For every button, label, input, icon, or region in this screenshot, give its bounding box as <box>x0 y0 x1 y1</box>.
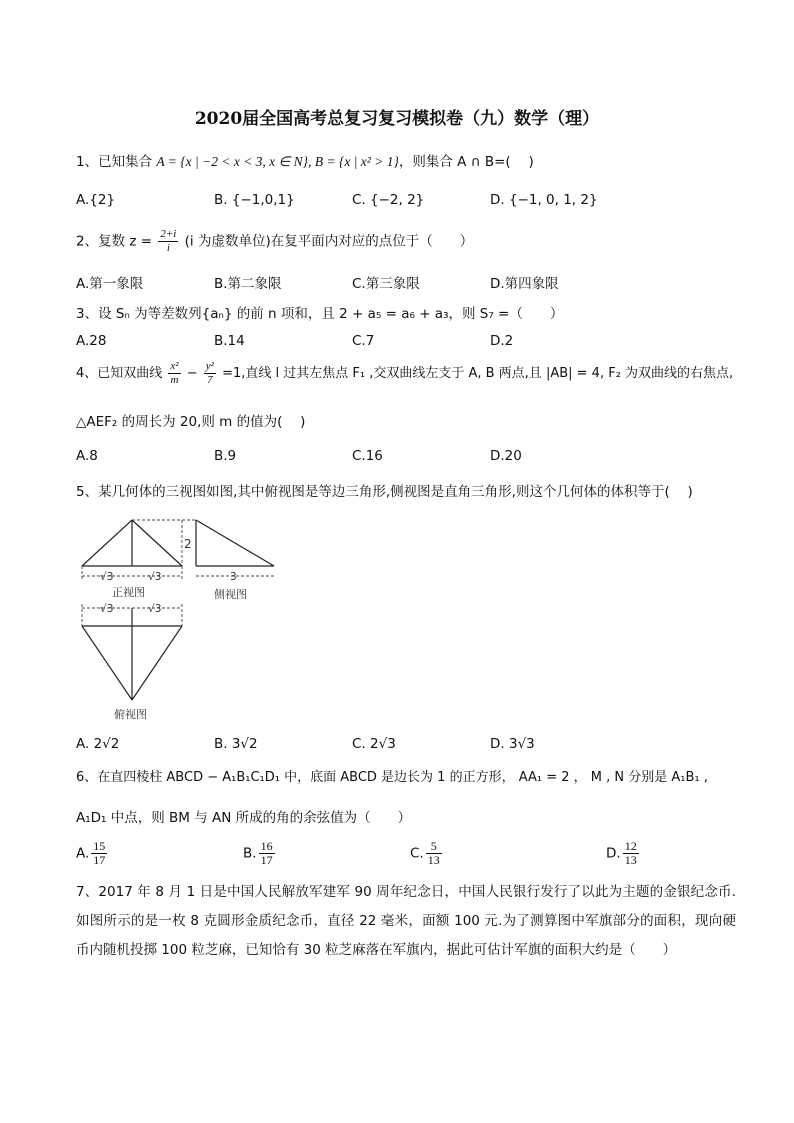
front-dim-left: √3 <box>100 571 114 583</box>
q6-option-b: B. $\frac{16}{17}$ <box>243 839 273 867</box>
q1-option-a: A.{2} <box>76 192 116 208</box>
question-6-stem: 6、在直四棱柱 ABCD − A₁B₁C₁D₁ 中，底面 ABCD 是边长为 1 的正方形， AA₁ = 2 ， M , N 分别是 A₁B₁ , <box>76 770 708 785</box>
q4-option-c: C.16 <box>352 448 383 464</box>
question-6-stem-line2: A₁D₁ 中点，则 BM 与 AN 所成的角的余弦值为（ ） <box>76 810 412 826</box>
q6-option-a: A. $\frac{15}{17}$ <box>76 839 106 867</box>
front-dim-right: √3 <box>148 571 162 583</box>
side-view-label: 侧视图 <box>214 588 247 601</box>
q4-option-b: B.9 <box>214 448 237 464</box>
three-view-figure <box>78 512 288 722</box>
question-3-stem: 3、设 Sₙ 为等差数列{aₙ} 的前 n 项和，且 2 + a₅ = a₆ + a₃，则 S₇ =（ ） <box>76 306 564 322</box>
q5-option-c: C. 2√3 <box>352 736 396 752</box>
top-view-label: 俯视图 <box>114 708 147 721</box>
front-view-label: 正视图 <box>112 586 145 599</box>
page-title: 2020届全国高考总复习复习模拟卷（九）数学（理） <box>194 109 600 129</box>
q3-option-d: D.2 <box>490 333 514 349</box>
q3-option-a: A.28 <box>76 333 107 349</box>
q1-option-b: B. {−1,0,1} <box>214 192 295 208</box>
question-4-stem: 4、已知双曲线 $\frac{\text{x²}}{m}$ − $\frac{\text{y²}}{7}$ =1,直线 l 过其左焦点 F₁ ,交双曲线左支于 A, B 两点,且 |AB| = 4, F₂ 为双曲线的右焦点, <box>76 360 734 386</box>
q4-fraction-x: $\frac{\text{x²}}{m}$ <box>170 360 179 386</box>
question-7-stem: 7、2017 年 8 月 1 日是中国人民解放军建军 90 周年纪念日，中国人民银行发行了以此为主题的金银纪念币.如图所示的是一枚 8 克圆形金质纪念币，直径 22 毫米，面额 100 元.为了测算图中军旗部分的面积，现向硬币内随机投掷 100 粒芝麻，已知恰有 30 粒芝麻落在军旗内，据此可估计军旗的面积大约是（ ） <box>76 884 736 958</box>
height-dim: 2 <box>184 537 192 551</box>
top-view <box>82 608 182 700</box>
side-view <box>196 520 274 566</box>
q2-option-d: D.第四象限 <box>490 276 559 292</box>
q2-fraction: $\frac{2+i}{i}$ <box>160 228 177 254</box>
question-5-stem: 5、某几何体的三视图如图,其中俯视图是等边三角形,侧视图是直角三角形,则这个几何体的体积等于( ) <box>76 484 693 500</box>
q2-option-c: C.第三象限 <box>352 276 420 292</box>
q6-option-d: D. $\frac{12}{13}$ <box>606 839 637 867</box>
question-1-stem: 1、已知集合 A = {x | −2 < x < 3, x ∈ N}, B = {x | x² > 1}，则集合 A ∩ B=( ) <box>76 154 534 170</box>
q2-option-b: B.第二象限 <box>214 276 282 292</box>
q5-option-b: B. 3√2 <box>214 736 258 752</box>
q5-option-d: D. 3√3 <box>490 736 535 752</box>
side-dim: 3 <box>230 571 237 583</box>
question-4-stem-line2: △AEF₂ 的周长为 20,则 m 的值为( ) <box>76 414 306 430</box>
front-view <box>82 520 182 566</box>
top-dim-left: √3 <box>100 603 114 615</box>
q2-option-a: A.第一象限 <box>76 276 144 292</box>
q3-option-c: C.7 <box>352 333 375 349</box>
q4-fraction-y: $\frac{\text{y²}}{7}$ <box>205 360 214 386</box>
q1-option-d: D. {−1, 0, 1, 2} <box>490 192 598 208</box>
question-2-stem: 2、复数 z = $\frac{2+i}{i}$ (i 为虚数单位)在复平面内对应的点位于（ ） <box>76 228 474 254</box>
top-dim-right: √3 <box>148 603 162 615</box>
q1-set-expression: A = {x | −2 < x < 3, x ∈ N}, B = {x | x² > 1} <box>156 154 399 169</box>
q5-option-a: A. 2√2 <box>76 736 120 752</box>
q1-option-c: C. {−2, 2} <box>352 192 425 208</box>
q3-option-b: B.14 <box>214 333 245 349</box>
q4-option-d: D.20 <box>490 448 522 464</box>
q6-option-c: C. $\frac{5}{13}$ <box>410 839 440 867</box>
q4-option-a: A.8 <box>76 448 98 464</box>
